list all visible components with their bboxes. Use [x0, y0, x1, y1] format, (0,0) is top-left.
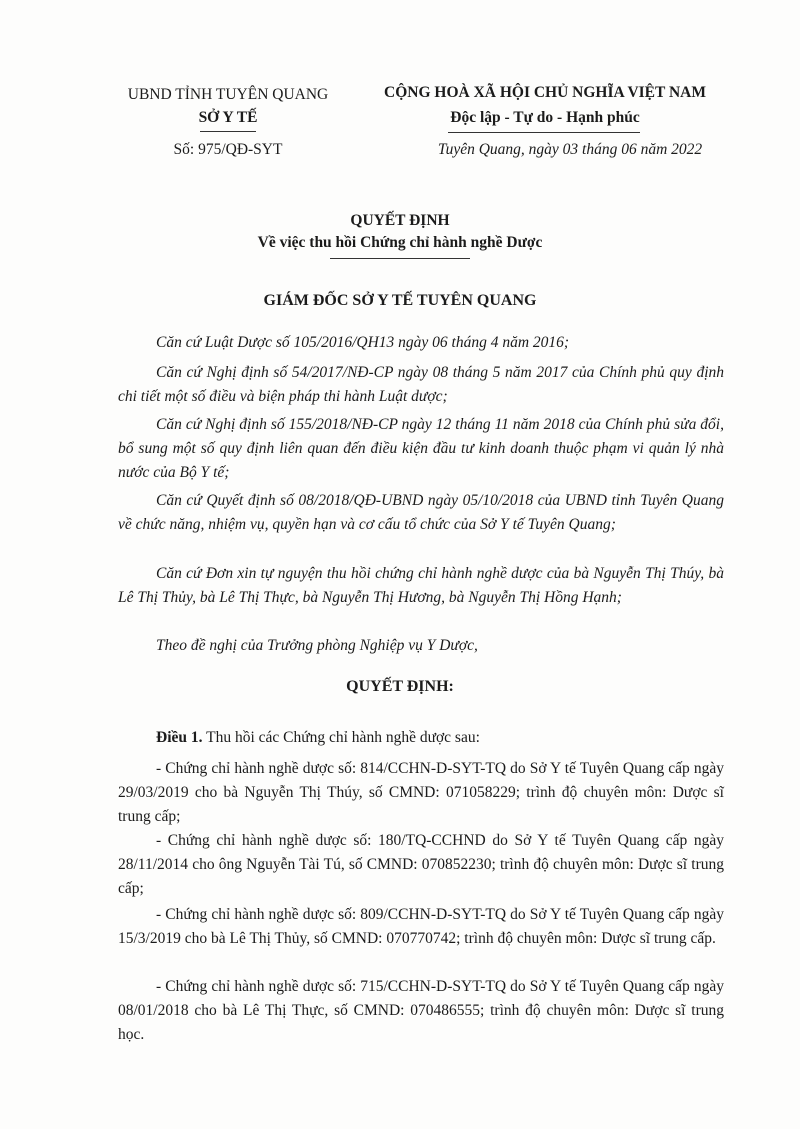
place-date: Tuyên Quang, ngày 03 tháng 06 năm 2022: [437, 141, 703, 158]
certificate-item-2: - Chứng chỉ hành nghề dược số: 180/TQ-CCHND do Sở Y tế Tuyên Quang cấp ngày 28/11/2014 cho ông Nguyễn Tài Tú, số CMND: 070852230; trình độ chuyên môn: Dược sĩ trung cấp;: [118, 832, 724, 897]
subject-underline: [330, 258, 470, 259]
document-type: QUYẾT ĐỊNH: [350, 212, 450, 229]
agency-underline: [200, 131, 256, 132]
national-motto: Độc lập - Tự do - Hạnh phúc: [450, 109, 640, 126]
agency-name: SỞ Y TẾ: [198, 109, 258, 126]
certificate-item-1: - Chứng chỉ hành nghề dược số: 814/CCHN-D-SYT-TQ do Sở Y tế Tuyên Quang cấp ngày 29/03/2019 cho bà Nguyễn Thị Thúy, số CMND: 071058229; trình độ chuyên môn: Dược sĩ trung cấp;: [118, 760, 724, 825]
agency-parent: UBND TỈNH TUYÊN QUANG: [127, 86, 329, 103]
proposal-basis: Theo đề nghị của Trưởng phòng Nghiệp vụ Y Dược,: [156, 637, 478, 654]
legal-basis-1: Căn cứ Luật Dược số 105/2016/QH13 ngày 06 tháng 4 năm 2016;: [156, 334, 570, 351]
article-1: [118, 726, 724, 750]
decision-heading: QUYẾT ĐỊNH:: [346, 678, 454, 695]
issuing-authority: GIÁM ĐỐC SỞ Y TẾ TUYÊN QUANG: [263, 292, 537, 309]
country-name: CỘNG HOÀ XÃ HỘI CHỦ NGHĨA VIỆT NAM: [384, 84, 706, 101]
certificate-item-3: - Chứng chỉ hành nghề dược số: 809/CCHN-D-SYT-TQ do Sở Y tế Tuyên Quang cấp ngày 15/3/2019 cho bà Lê Thị Thủy, số CMND: 070770742; trình độ chuyên môn: Dược sĩ trung cấp.: [118, 906, 724, 947]
document-subject: Về việc thu hồi Chứng chỉ hành nghề Dược: [257, 234, 543, 251]
document-number: Số: 975/QĐ-SYT: [173, 141, 283, 158]
article-1-label: Điều 1.: [156, 729, 203, 746]
motto-underline: [448, 132, 640, 133]
legal-basis-5: Căn cứ Đơn xin tự nguyện thu hồi chứng chỉ hành nghề dược của bà Nguyễn Thị Thúy, bà Lê Thị Thủy, bà Lê Thị Thực, bà Nguyễn Thị Hương, bà Nguyễn Thị Hồng Hạnh;: [118, 565, 724, 606]
legal-basis-4: Căn cứ Quyết định số 08/2018/QĐ-UBND ngày 05/10/2018 của UBND tỉnh Tuyên Quang về chức năng, nhiệm vụ, quyền hạn và cơ cấu tổ chức của Sở Y tế Tuyên Quang;: [118, 492, 724, 533]
article-1-text: Thu hồi các Chứng chỉ hành nghề dược sau:: [202, 729, 480, 746]
legal-basis-2: Căn cứ Nghị định số 54/2017/NĐ-CP ngày 08 tháng 5 năm 2017 của Chính phủ quy định chi tiết một số điều và biện pháp thi hành Luật dược;: [118, 364, 724, 405]
certificate-item-4: - Chứng chỉ hành nghề dược số: 715/CCHN-D-SYT-TQ do Sở Y tế Tuyên Quang cấp ngày 08/01/2018 cho bà Lê Thị Thực, số CMND: 070486555; trình độ chuyên môn: Dược sĩ trung học.: [118, 978, 724, 1043]
legal-basis-3: Căn cứ Nghị định số 155/2018/NĐ-CP ngày 12 tháng 11 năm 2018 của Chính phủ sửa đổi, bổ sung một số quy định liên quan đến điều kiện đầu tư kinh doanh thuộc phạm vi quản lý nhà nước của Bộ Y tế;: [118, 416, 724, 481]
